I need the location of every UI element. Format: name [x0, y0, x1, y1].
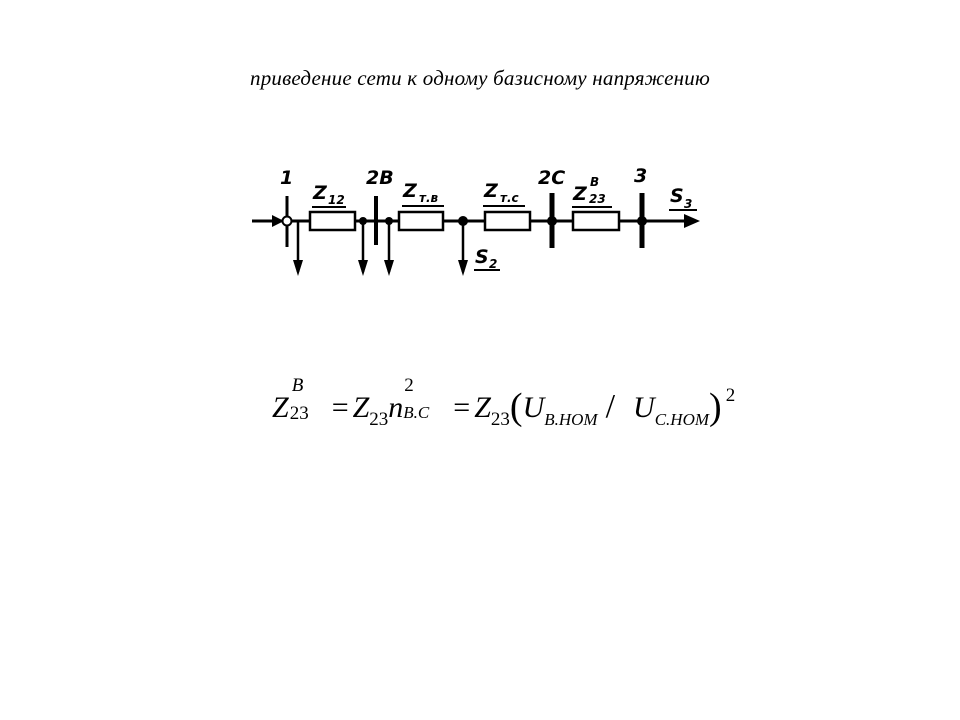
lhs-sub: 23	[289, 403, 309, 425]
resistor-ztv	[399, 212, 443, 230]
u1-sub: B.HOM	[544, 410, 598, 429]
svg-text:Z: Z	[313, 182, 327, 204]
output-arrow-head	[684, 214, 700, 228]
label-ztv	[402, 180, 444, 206]
label-ztc	[483, 180, 525, 206]
label-z12	[312, 182, 346, 207]
t1-n-scripts	[403, 375, 443, 430]
t1-z: Z	[352, 391, 370, 424]
power: 2	[725, 385, 736, 406]
u2: U	[633, 391, 655, 424]
svg-text:2: 2	[489, 257, 498, 271]
label-s3	[669, 185, 697, 211]
svg-text:S: S	[670, 185, 684, 207]
svg-text:12: 12	[328, 193, 345, 207]
t1-n-sup: 2	[404, 375, 414, 397]
lhs-scripts	[289, 375, 314, 430]
u1: U	[522, 391, 545, 424]
paren-close: )	[709, 386, 722, 428]
equals-2: =	[453, 391, 471, 424]
page-title: приведение сети к одному базисному напряжению	[250, 66, 710, 90]
label-z23b	[572, 175, 612, 207]
slash: /	[605, 388, 616, 425]
t1-n: n	[388, 391, 404, 424]
svg-text:Z: Z	[403, 180, 417, 202]
load-arrow-2b-right	[384, 260, 394, 276]
t1-n-sub: B.C	[403, 403, 430, 423]
svg-text:Z: Z	[573, 183, 587, 205]
svg-text:B: B	[590, 175, 600, 189]
resistor-z12	[310, 212, 355, 230]
lhs-z: Z	[272, 391, 289, 424]
svg-text:3: 3	[684, 197, 693, 211]
t2-sub: 23	[490, 409, 510, 430]
paren-open: (	[509, 386, 523, 428]
svg-text:23: 23	[589, 192, 606, 206]
node-label-3: 3	[634, 165, 648, 187]
node-label-2b: 2B	[366, 167, 394, 189]
svg-text:S: S	[475, 246, 489, 268]
u2-sub: C.HOM	[654, 410, 710, 429]
svg-text:т.с: т.с	[500, 191, 519, 205]
svg-text:т.в: т.в	[419, 191, 439, 205]
label-s2	[474, 246, 500, 271]
resistor-ztc	[485, 212, 530, 230]
node-label-2c: 2C	[538, 167, 566, 189]
node-label-1: 1	[280, 167, 294, 189]
t1-sub: 23	[369, 409, 389, 430]
lhs-sup: B	[291, 375, 304, 397]
load-arrow-2b-left	[358, 260, 368, 276]
formula	[272, 375, 736, 430]
t2-z: Z	[474, 391, 491, 424]
load-arrow-bus1	[293, 260, 303, 276]
equals-1: =	[331, 391, 349, 424]
load-arrow-s2	[458, 260, 468, 276]
svg-text:Z: Z	[484, 180, 498, 202]
resistor-z23	[573, 212, 619, 230]
